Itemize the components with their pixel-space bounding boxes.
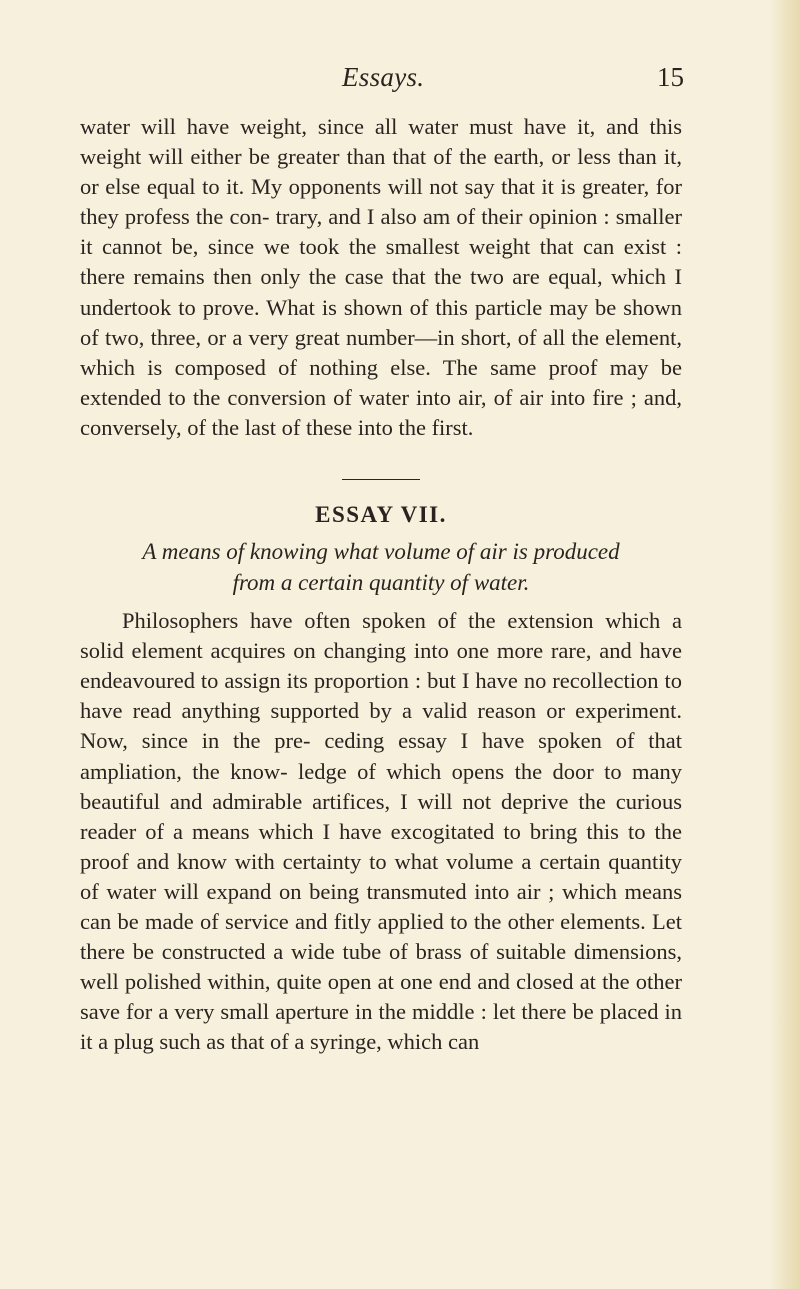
essay-heading: ESSAY VII.	[315, 502, 447, 528]
book-page	[80, 62, 682, 1057]
running-head	[80, 62, 682, 102]
continued-paragraph: water will have weight, since all water must have it, and this weight will either be greater than that of the earth, or less than it, or else equal to it. My opponents will not say that it is greater, for they profess the con- trary, and I also am of their opinion : smaller it cannot be, since we took the smallest weight that can exist : there remains then only the case that the two are equal, which I undertook to prove. What is shown of this particle may be shown of two, three, or a very great number—in short, of all the element, which is composed of nothing else. The same proof may be extended to the conversion of water into air, of air into fire ; and, conversely, of the last of these into the first.	[80, 114, 682, 440]
page-number: 15	[657, 62, 684, 92]
essay-subtitle-line-2: from a certain quantity of water.	[232, 570, 530, 596]
page-edge-shadow	[770, 0, 800, 1289]
essay-subtitle	[80, 536, 682, 598]
running-title: Essays.	[342, 62, 425, 92]
essay-subtitle-line-1: A means of knowing what volume of air is produced	[142, 539, 620, 565]
essay-body-paragraph: Philosophers have often spoken of the extension which a solid element acquires on changing into one more rare, and have endeavoured to assign its proportion : but I have no recollection to have read anything supported by a valid reason or experiment. Now, since in the pre- ceding essay I have spoken of that ampliation, the know- ledge of which opens the door to many beautiful and admirable artifices, I will not deprive the curious reader of a means which I have excogitated to bring this to the proof and know with certainty to what volume a certain quantity of water will expand on being transmuted into air ; which means can be made of service and fitly applied to the other elements. Let there be constructed a wide tube of brass of suitable dimensions, well polished within, quite open at one end and closed at the other save for a very small aperture in the middle : let there be placed in it a plug such as that of a syringe, which can	[80, 608, 682, 1055]
section-divider-rule	[342, 479, 420, 480]
